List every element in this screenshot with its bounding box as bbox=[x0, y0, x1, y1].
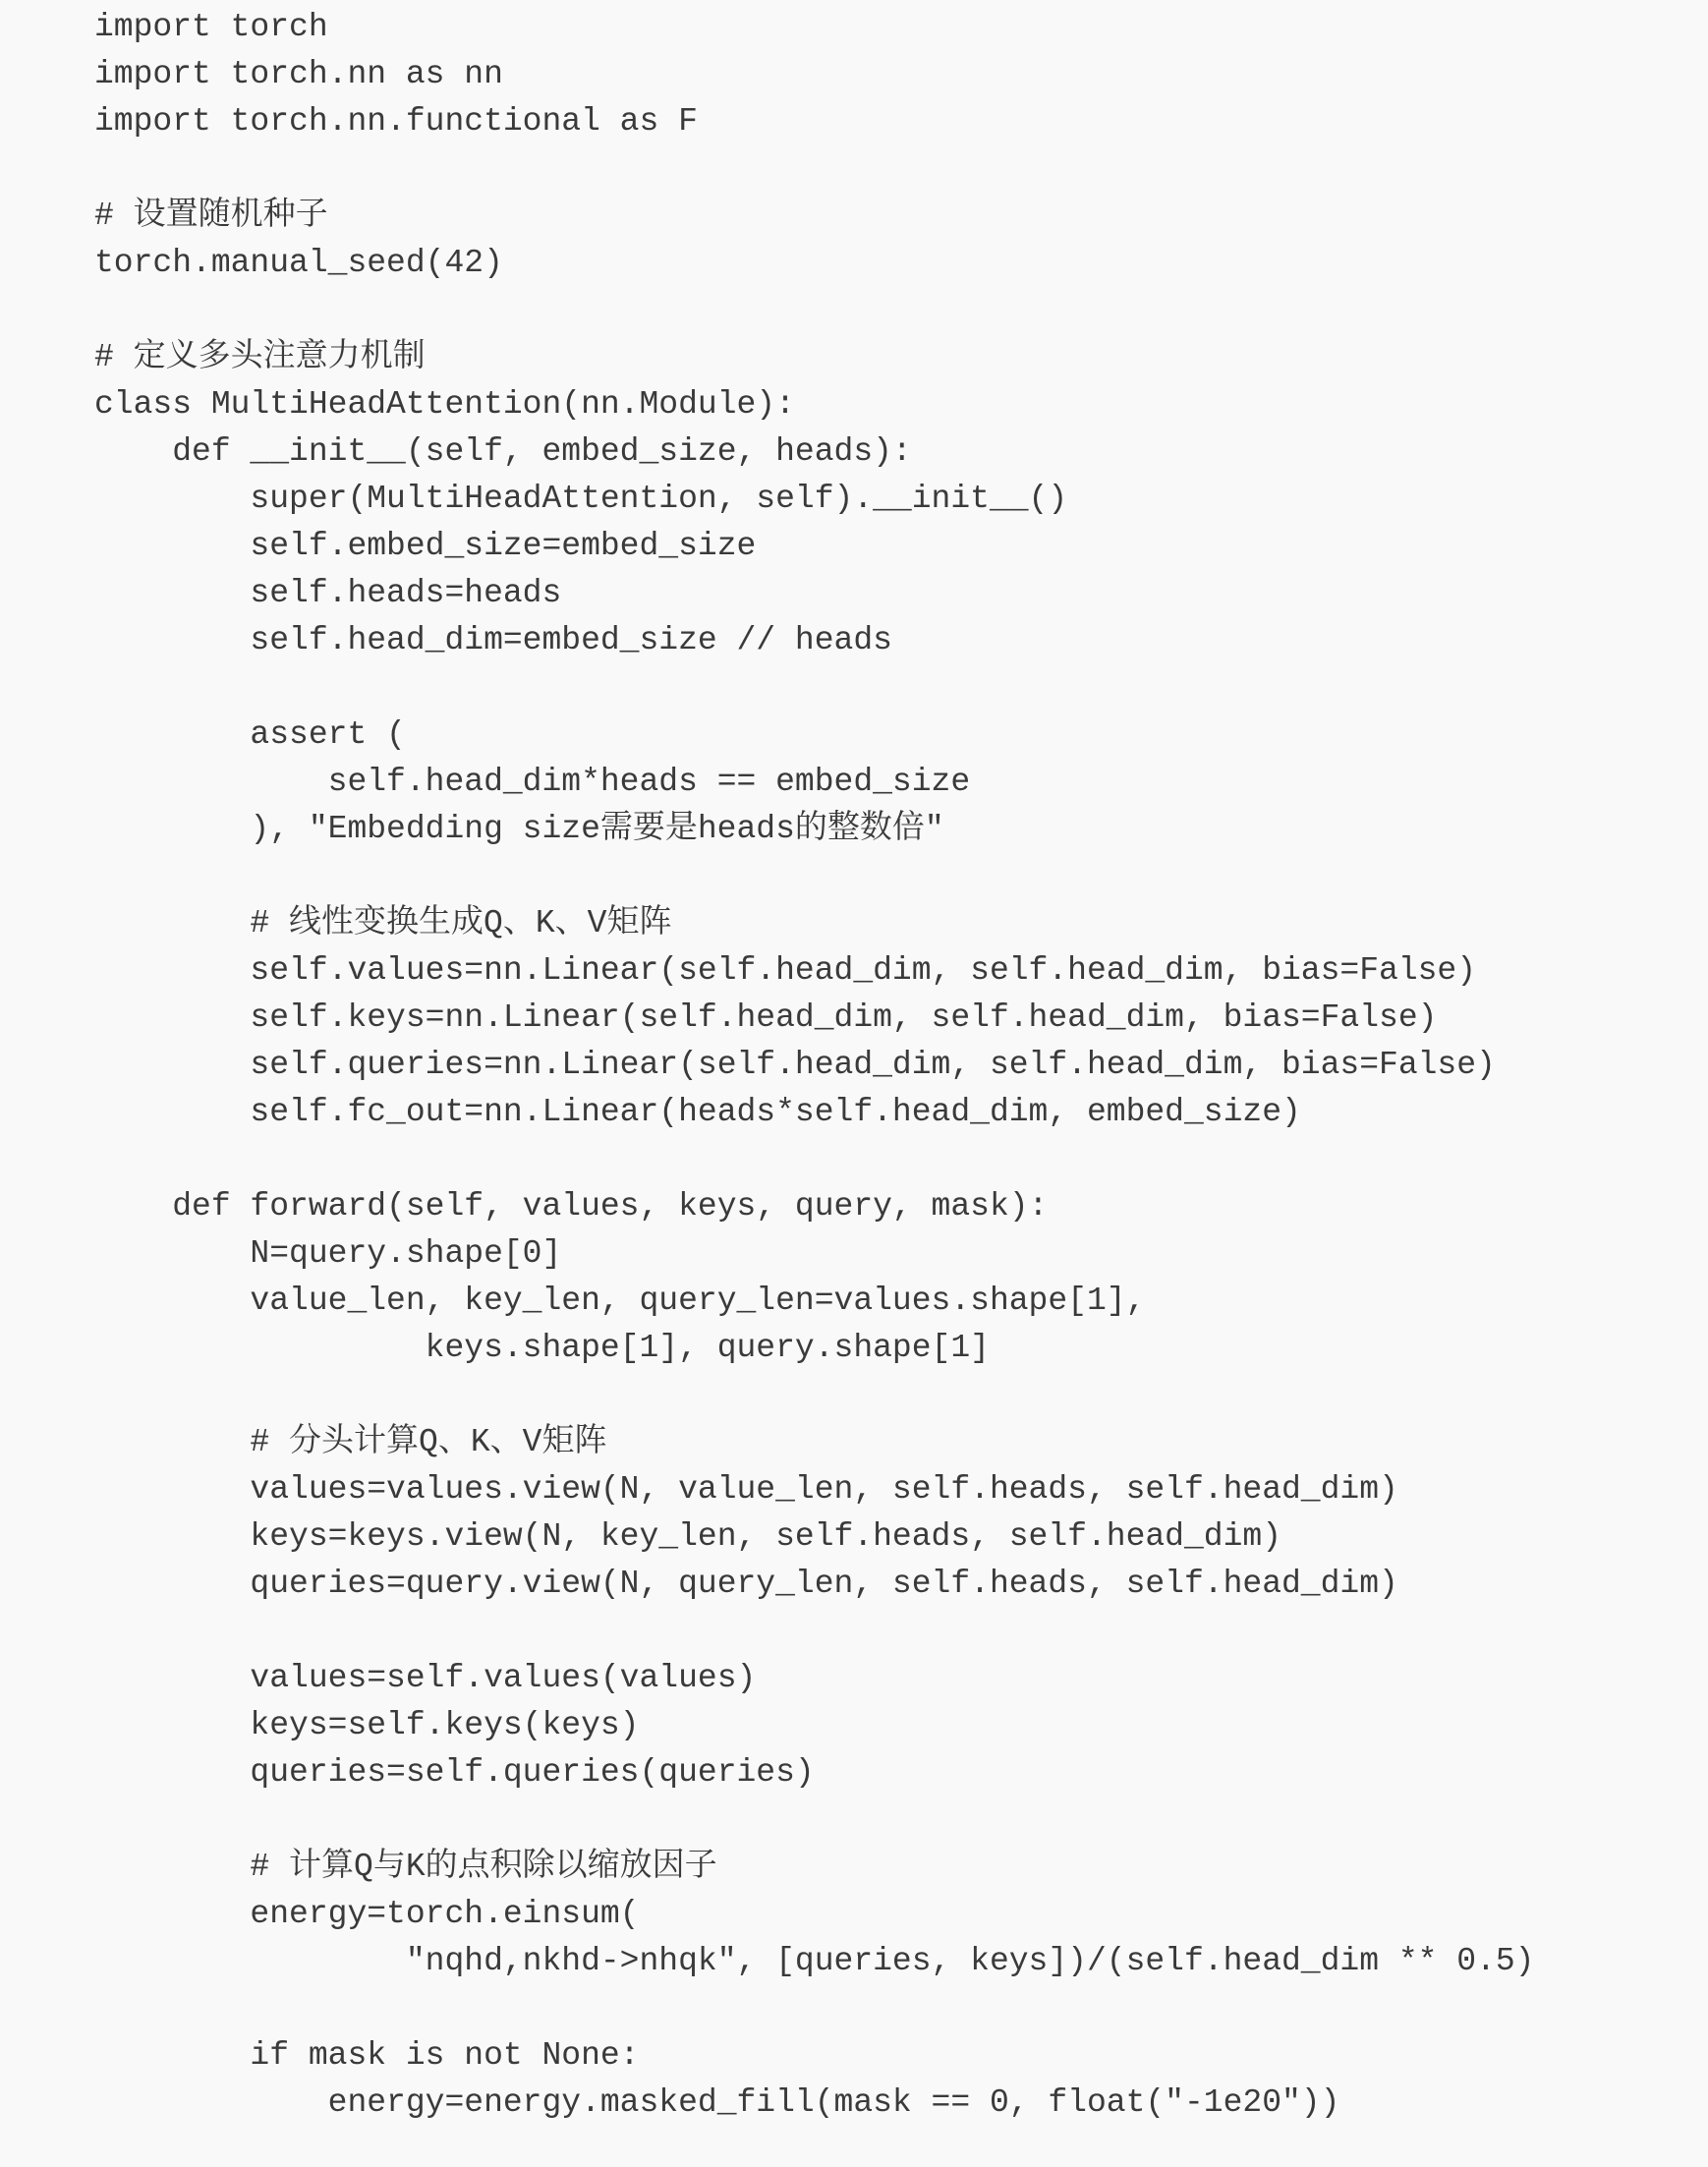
code-line: keys.shape[1], query.shape[1] bbox=[94, 1330, 990, 1366]
code-line: self.keys=nn.Linear(self.head_dim, self.head_dim, bias=False) bbox=[94, 999, 1438, 1036]
code-block bbox=[94, 4, 1534, 2127]
code-comment: # 定义多头注意力机制 bbox=[94, 339, 426, 375]
code-line bbox=[94, 145, 1534, 193]
code-line: class MultiHeadAttention(nn.Module): bbox=[94, 386, 795, 423]
code-line: values=self.values(values) bbox=[94, 1660, 757, 1696]
code-line: super(MultiHeadAttention, self).__init__() bbox=[94, 481, 1068, 517]
code-line: ), "Embedding size需要是heads的整数倍" bbox=[94, 811, 944, 847]
code-line: def __init__(self, embed_size, heads): bbox=[94, 433, 912, 470]
code-line bbox=[94, 853, 1534, 900]
code-line: import torch.nn as nn bbox=[94, 56, 503, 92]
code-line: self.embed_size=embed_size bbox=[94, 528, 757, 564]
code-line: self.queries=nn.Linear(self.head_dim, self.head_dim, bias=False) bbox=[94, 1047, 1496, 1083]
code-comment: # 设置随机种子 bbox=[94, 198, 328, 234]
code-line bbox=[94, 1796, 1534, 1844]
code-line bbox=[94, 287, 1534, 334]
code-line: queries=self.queries(queries) bbox=[94, 1754, 815, 1791]
code-line: self.values=nn.Linear(self.head_dim, self.head_dim, bias=False) bbox=[94, 952, 1477, 989]
code-comment: # 线性变换生成Q、K、V矩阵 bbox=[94, 905, 672, 941]
code-line: if mask is not None: bbox=[94, 2037, 640, 2074]
code-line bbox=[94, 1608, 1534, 1655]
code-line: self.head_dim=embed_size // heads bbox=[94, 622, 892, 658]
code-line: assert ( bbox=[94, 716, 406, 753]
code-line: torch.manual_seed(42) bbox=[94, 245, 503, 281]
code-line: def forward(self, values, keys, query, mask): bbox=[94, 1188, 1049, 1225]
code-comment: # 计算Q与K的点积除以缩放因子 bbox=[94, 1849, 717, 1885]
code-line: import torch.nn.functional as F bbox=[94, 103, 698, 140]
code-line: self.head_dim*heads == embed_size bbox=[94, 764, 971, 800]
code-line: self.heads=heads bbox=[94, 575, 562, 611]
code-line: keys=self.keys(keys) bbox=[94, 1707, 640, 1743]
code-line bbox=[94, 1985, 1534, 2032]
code-line: values=values.view(N, value_len, self.heads, self.head_dim) bbox=[94, 1471, 1398, 1508]
code-line: value_len, key_len, query_len=values.shape[1], bbox=[94, 1283, 1146, 1319]
code-line: import torch bbox=[94, 9, 328, 45]
code-line: self.fc_out=nn.Linear(heads*self.head_dim, embed_size) bbox=[94, 1094, 1301, 1130]
code-line bbox=[94, 664, 1534, 712]
code-line: energy=energy.masked_fill(mask == 0, float("-1e20")) bbox=[94, 2084, 1340, 2121]
code-line bbox=[94, 1136, 1534, 1183]
code-line bbox=[94, 1372, 1534, 1419]
code-comment: # 分头计算Q、K、V矩阵 bbox=[94, 1424, 607, 1460]
code-line: energy=torch.einsum( bbox=[94, 1896, 640, 1932]
code-line: "nqhd,nkhd->nhqk", [queries, keys])/(self.head_dim ** 0.5) bbox=[94, 1943, 1535, 1979]
code-line: N=query.shape[0] bbox=[94, 1235, 562, 1272]
code-line: queries=query.view(N, query_len, self.heads, self.head_dim) bbox=[94, 1566, 1398, 1602]
code-line: keys=keys.view(N, key_len, self.heads, self.head_dim) bbox=[94, 1518, 1281, 1555]
